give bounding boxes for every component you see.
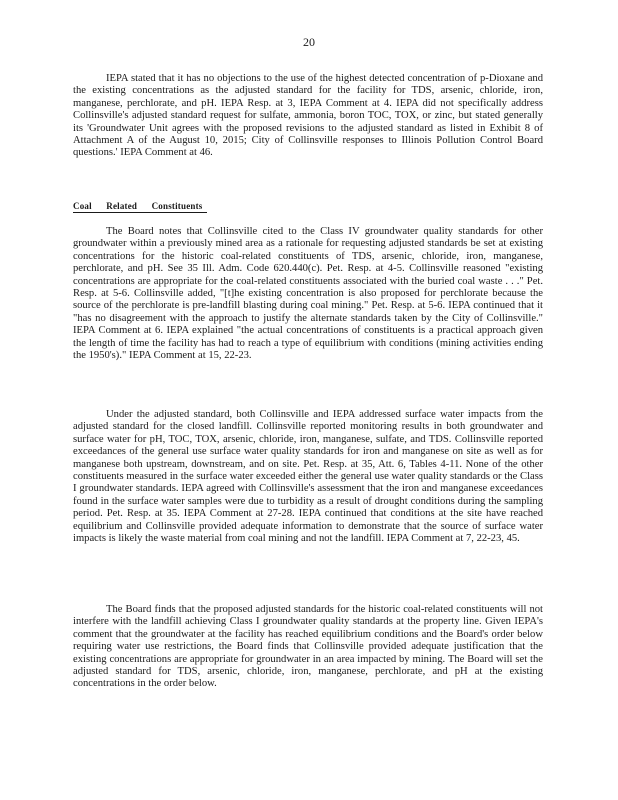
page-number: 20 (303, 35, 315, 49)
section-heading-coal-related: Coal Related Constituents (73, 201, 207, 213)
paragraph-iepa-no-objections: IEPA stated that it has no objections to the use of the highest detected concentration of p-Dioxane and the existing concentrations as the adjusted standard for the facility for TDS, arsenic, chloride, iron, manganese, perchlorate, and pH. IEPA Resp. at 3, IEPA Comment at 4. IEPA did not specifically address Collinsville's adjusted standard request for sulfate, ammonia, boron TOC, TOX, or zinc, but stated generally its 'Groundwater Unit agrees with the proposed revisions to the adjusted standard as listed in Exhibit 8 of Attachment A of the August 10, 2015; City of Collinsville responses to Illinois Pollution Control Board questions.' IEPA Comment at 46. (73, 73, 543, 159)
paragraph-surface-water-impacts: Under the adjusted standard, both Collinsville and IEPA addressed surface water impacts from the adjusted standard for the closed landfill. Collinsville reported monitoring results in both groundwater and surface water for pH, TOC, TOX, arsenic, chloride, iron, manganese, sulfate, and TDS. Collinsville reported exceedances of the general use surface water quality standards for iron and manganese on site as well as for manganese both upstream, downstream, and on site. Pet. Resp. at 35, Att. 6, Tables 4-11. None of the other constituents measured in the surface water exceeded either the general use water quality standards or the Class I groundwater standards. IEPA agreed with Collinsville's assessment that the iron and manganese exceedances found in the surface water samples were due to turbidity as a result of drought conditions during the sampling period. Pet. Resp. at 35. IEPA Comment at 27-28. IEPA continued that conditions at the site have reached equilibrium and Collinsville provided adequate information to demonstrate that the source of surface water impacts is likely the waste material from coal mining and not the landfill. IEPA Comment at 7, 22-23, 45. (73, 409, 543, 545)
paragraph-board-finding: The Board finds that the proposed adjusted standards for the historic coal-related constituents will not interfere with the landfill achieving Class I groundwater quality standards at the property line. Given IEPA's comment that the groundwater at the facility has reached equilibrium conditions and the Board's order below requiring water use restrictions, the Board finds that Collinsville provided adequate justification that the existing concentrations are appropriate for groundwater in an area impacted by mining. The Board will set the adjusted standard for TDS, arsenic, chloride, iron, manganese, perchlorate, and pH at the existing concentrations in the order below. (73, 604, 543, 690)
paragraph-class-iv-standards: The Board notes that Collinsville cited to the Class IV groundwater quality standards for other groundwater within a previously mined area as a rationale for requesting adjusted standards be set at existing concentrations for the historic coal-related constituents of TDS, arsenic, chloride, iron, manganese, perchlorate, and pH. See 35 Ill. Adm. Code 620.440(c). Pet. Resp. at 4-5. Collinsville reasoned "existing concentrations are appropriate for the coal-related constituents associated with the buried coal waste . . ." Pet. Resp. at 5-6. Collinsville added, "[t]he existing concentration is also proposed for perchlorate because the source of the perchlorate is pre-landfill blasting during coal mining." Pet. Resp. at 5-6. IEPA continued that it "has no disagreement with the approach to justify the alternate standards taken by the City of Collinsville." IEPA Comment at 6. IEPA explained "the actual concentrations of constituents is a practical approach given the length of time the facility has had to reach a type of equilibrium with conditions (mining activities ending the 1950's)." IEPA Comment at 15, 22-23. (73, 226, 543, 362)
